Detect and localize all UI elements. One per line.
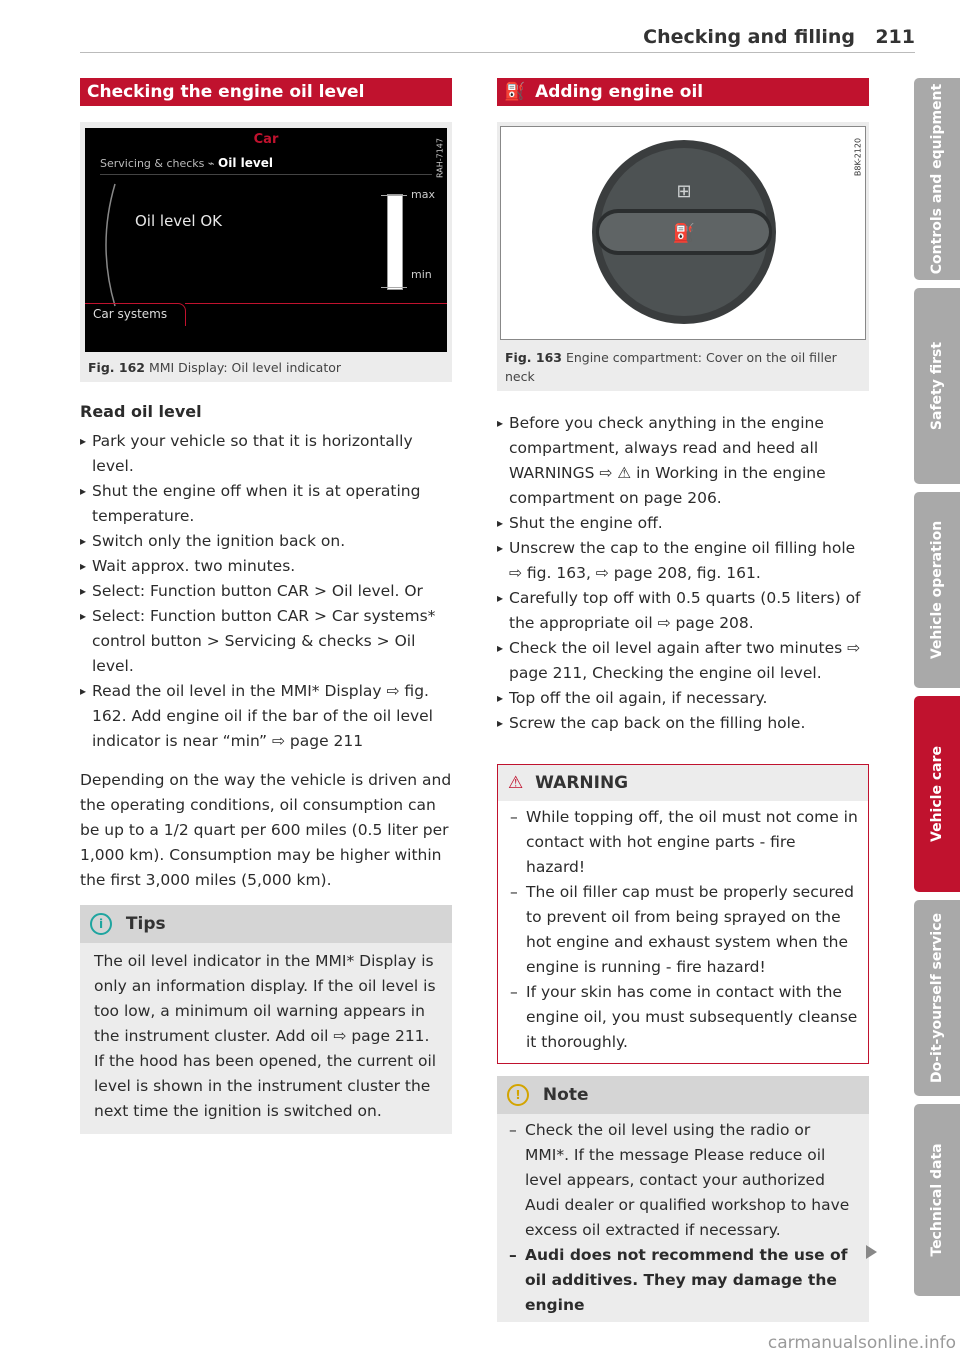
screen-breadcrumb-text: Servicing & checks	[100, 157, 205, 170]
note-title: Note	[542, 1085, 589, 1105]
figure-163	[497, 122, 869, 391]
tab-safety[interactable]	[914, 288, 960, 484]
list-item: ▸ Park your vehicle so that it is horizontally level.	[80, 429, 452, 479]
warning-item: – If your skin has come in contact with the engine oil, you must subsequently cleanse it thoroughly.	[508, 980, 858, 1055]
tab-label: Vehicle operation	[929, 520, 945, 660]
screen-divider	[100, 174, 432, 175]
svg-text:⊞: ⊞	[676, 181, 692, 202]
left-column	[80, 78, 452, 1134]
list-item: ▸ Unscrew the cap to the engine oil filling hole ⇨ fig. 163, ⇨ page 208, fig. 161.	[497, 536, 869, 586]
tips-text: The oil level indicator in the MMI* Display is only an information display. If the oil level is too low, a minimum oil warning appears in the instrument cluster. Add oil ⇨ page 211. If the hood has been opened, the current oil level is shown in the instrument cluster the next time the ignition is switched on.	[94, 952, 437, 1120]
tab-label: Vehicle care	[929, 746, 945, 842]
section-title: Checking and filling	[643, 26, 855, 48]
warning-triangle-icon: ⚠	[508, 773, 524, 793]
list-item: ▸ Before you check anything in the engine compartment, always read and heed all WARNINGS ⇨ ⚠ in Working in the engine compartment on page 206.	[497, 411, 869, 511]
tab-vehicle-operation[interactable]	[914, 492, 960, 688]
consumption-paragraph: Depending on the way the vehicle is driven and the operating conditions, oil consumption can be up to a 1/2 quart per 600 miles (0.5 liter per 1,000 km). Consumption may be higher within the first 3,000 miles (5,000 km).	[80, 771, 452, 889]
max-label: max	[411, 188, 435, 201]
warning-body	[498, 801, 868, 1063]
tips-header	[80, 905, 452, 943]
right-column	[497, 78, 869, 1322]
oil-status-text: Oil level OK	[135, 212, 222, 230]
caption-text-163: Engine compartment: Cover on the oil filler neck	[505, 350, 837, 384]
note-item: – Check the oil level using the radio or MMI*. If the message Please reduce oil level appears, contact your authorized Audi dealer or qualified workshop to have excess oil extracted if necessary.	[507, 1118, 859, 1243]
note-box	[497, 1076, 869, 1322]
tips-title: Tips	[125, 914, 166, 934]
warning-box	[497, 764, 869, 1064]
list-item: ▸ Select: Function button CAR > Car systems* control button > Servicing & checks > Oil level.	[80, 604, 452, 679]
oilcan-small-icon: ⌁	[207, 157, 219, 170]
adding-oil-title: Adding engine oil	[535, 82, 704, 102]
figure-163-caption	[497, 343, 869, 391]
screen-page: Oil level	[218, 156, 273, 170]
fig-code-wrap-163	[851, 127, 865, 187]
oil-cap-image	[500, 126, 866, 340]
warning-title: WARNING	[535, 773, 629, 793]
oil-filler-cap-illustration	[501, 127, 867, 339]
section-title-oil-level: Checking the engine oil level	[80, 78, 452, 106]
tab-controls[interactable]	[914, 78, 960, 280]
screen-breadcrumb	[100, 156, 273, 170]
oilcan-icon: ⛽	[504, 82, 526, 102]
tab-line	[185, 303, 447, 304]
caption-label-163: Fig. 163	[505, 350, 562, 365]
list-item: ▸ Select: Function button CAR > Oil level. Or	[80, 579, 452, 604]
figure-162	[80, 122, 452, 382]
tab-label: Do-it-yourself service	[929, 912, 945, 1083]
tab-label: Technical data	[929, 1143, 945, 1257]
screen-title: Car	[253, 132, 279, 147]
note-body	[497, 1114, 869, 1322]
info-icon: i	[90, 913, 112, 935]
min-label: min	[411, 268, 432, 281]
figure-162-caption	[80, 353, 452, 382]
car-systems-tab	[85, 303, 186, 326]
tab-technical-data[interactable]	[914, 1104, 960, 1296]
left-steps	[80, 429, 452, 754]
warning-header	[498, 765, 868, 801]
screen-bracket	[93, 180, 123, 310]
list-item: ▸ Shut the engine off.	[497, 511, 869, 536]
warning-item: – While topping off, the oil must not come in contact with hot engine parts - fire hazard!	[508, 805, 858, 880]
list-item: ▸ Switch only the ignition back on.	[80, 529, 452, 554]
tab-vehicle-care[interactable]	[914, 696, 960, 892]
list-item: ▸ Screw the cap back on the filling hole.	[497, 711, 869, 736]
note-header	[497, 1076, 869, 1114]
tab-diy-service[interactable]	[914, 900, 960, 1096]
list-item: ▸ Wait approx. two minutes.	[80, 554, 452, 579]
max-line	[381, 195, 407, 196]
fig-code-wrap	[433, 128, 447, 188]
page-number: 211	[875, 26, 915, 48]
list-item: ▸ Shut the engine off when it is at operating temperature.	[80, 479, 452, 529]
min-line	[381, 287, 407, 288]
list-item: ▸ Top off the oil again, if necessary.	[497, 686, 869, 711]
fig-code-162: RAH-7147	[435, 138, 445, 178]
page-header	[80, 22, 915, 53]
warning-item: – The oil filler cap must be properly secured to prevent oil from being sprayed on the hot engine and exhaust system when the engine is running - fire hazard!	[508, 880, 858, 980]
caption-text-162: MMI Display: Oil level indicator	[148, 360, 342, 375]
note-item: – Audi does not recommend the use of oil additives. They may damage the engine	[507, 1243, 859, 1318]
tab-label: Safety first	[929, 341, 945, 431]
car-systems-label: Car systems	[93, 307, 168, 321]
list-item: ▸ Check the oil level again after two minutes ⇨ page 211, Checking the engine oil level.	[497, 636, 869, 686]
fig-code-163: B8K-2120	[853, 137, 863, 177]
tab-label: Controls and equipment	[929, 83, 945, 275]
continue-arrow-icon	[866, 1245, 877, 1259]
list-item: ▸ Read the oil level in the MMI* Display ⇨ fig. 162. Add engine oil if the bar of the oil level indicator is near “min” ⇨ page 211	[80, 679, 452, 754]
caption-label-162: Fig. 162	[88, 360, 145, 375]
oil-level-bar	[387, 194, 403, 290]
list-item: ▸ Carefully top off with 0.5 quarts (0.5 liters) of the appropriate oil ⇨ page 208.	[497, 586, 869, 636]
mmi-screen	[85, 128, 447, 352]
watermark: carmanualsonline.info	[767, 1333, 956, 1353]
tips-box	[80, 905, 452, 1134]
svg-text:⛽: ⛽	[672, 223, 696, 244]
note-icon: !	[507, 1084, 529, 1106]
read-oil-level-heading: Read oil level	[80, 402, 202, 421]
right-steps	[497, 411, 869, 736]
section-title-adding-oil	[497, 78, 869, 106]
